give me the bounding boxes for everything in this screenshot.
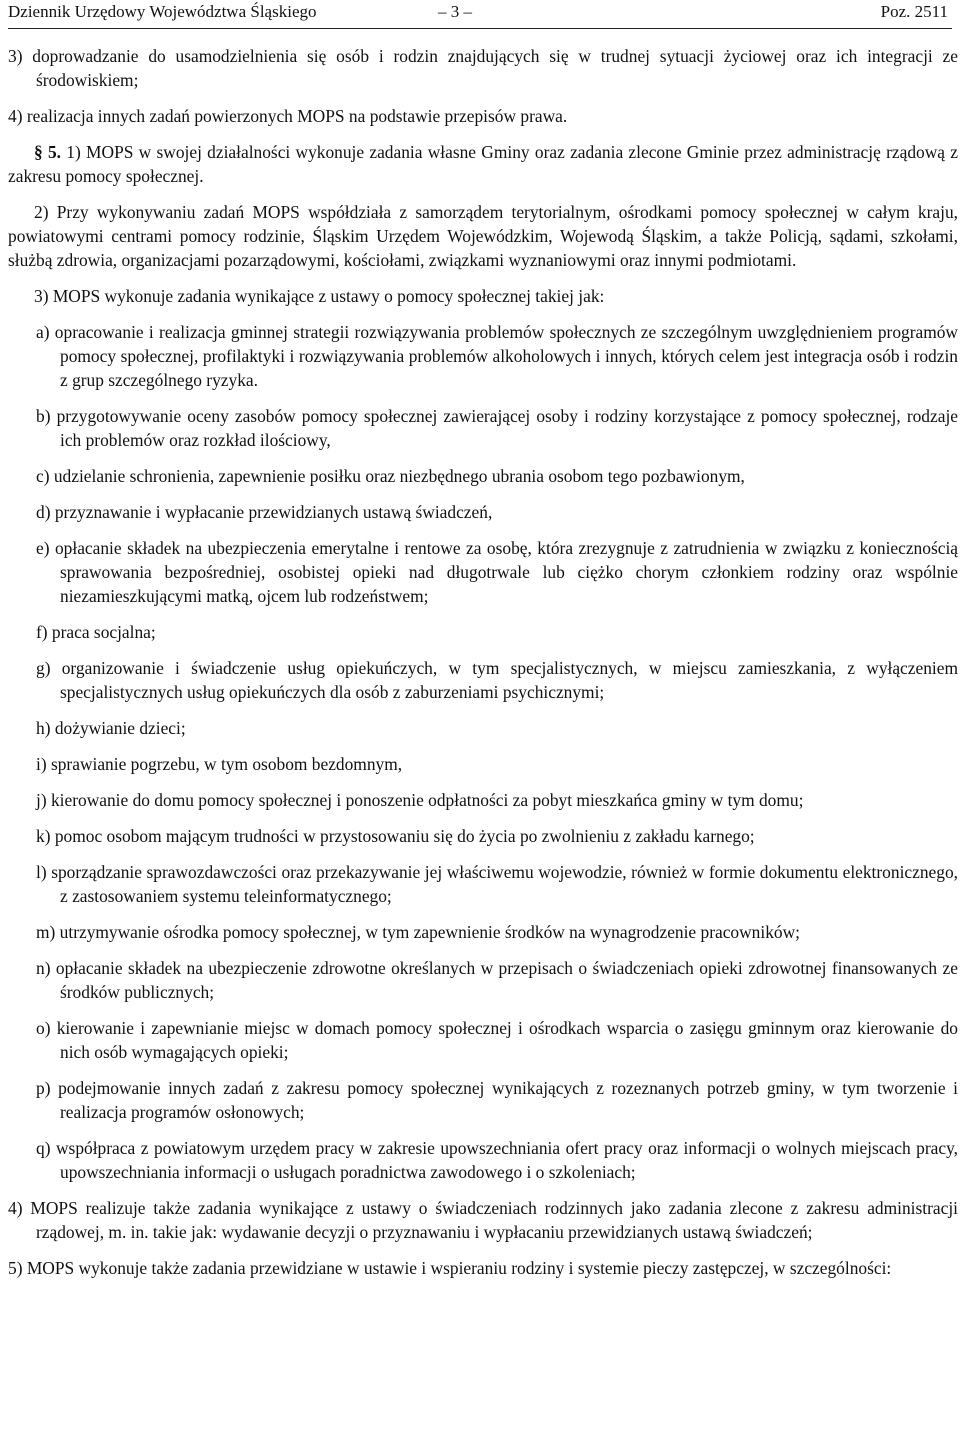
section-5-point-5: 5) MOPS wykonuje także zadania przewidziane w ustawie i wspieraniu rodziny i systemie pieczy zastępczej, w szczególności: <box>8 1258 892 1278</box>
position-number: Poz. 2511 <box>880 2 948 21</box>
section-5-point-1-text: 1) MOPS w swojej działalności wykonuje zadania własne Gminy oraz zadania zlecone Gminie przez administrację rządową z zakresu pomocy społecznej. <box>8 142 958 186</box>
list-item: o) kierowanie i zapewnianie miejsc w domach pomocy społecznej i ośrodkach wsparcia o zasięgu gminnym oraz kierowanie do nich osób wymagających opieki; <box>36 1018 958 1062</box>
list-item: g) organizowanie i świadczenie usług opiekuńczych, w tym specjalistycznych, w miejscu zamieszkania, z wyłączeniem specjalistycznych usług opiekuńczych dla osób z zaburzeniami psychicznymi; <box>36 658 958 702</box>
list-item: k) pomoc osobom mającym trudności w przystosowaniu się do życia po zwolnieniu z zakładu karnego; <box>36 826 755 846</box>
paragraph-4: 4) realizacja innych zadań powierzonych MOPS na podstawie przepisów prawa. <box>8 106 568 126</box>
section-mark: § 5. <box>34 142 62 162</box>
document-body <box>8 40 958 1280</box>
paragraph-3: 3) doprowadzanie do usamodzielnienia się osób i rodzin znajdujących się w trudnej sytuacji życiowej oraz ich integracji ze środowiskiem; <box>8 46 958 90</box>
section-5-point-3: 3) MOPS wykonuje zadania wynikające z ustawy o pomocy społecznej takiej jak: <box>34 286 605 306</box>
section-5-point-4: 4) MOPS realizuje także zadania wynikające z ustawy o świadczeniach rodzinnych jako zadania zlecone z zakresu administracji rządowej, m. in. takie jak: wydawanie decyzji o przyznawaniu i wypłacaniu przewidzianych ustawą świadczeń; <box>8 1198 958 1242</box>
list-item: p) podejmowanie innych zadań z zakresu pomocy społecznej wynikających z rozeznanych potrzeb gminy, w tym tworzenie i realizacja programów osłonowych; <box>36 1078 958 1122</box>
list-item: h) dożywianie dzieci; <box>36 718 186 738</box>
section-5-point-2: 2) Przy wykonywaniu zadań MOPS współdziała z samorządem terytorialnym, ośrodkami pomocy społecznej w całym kraju, powiatowymi centrami pomocy rodzinie, Śląskim Urzędem Wojewódzkim, Wojewodą Śląskim, a także Policją, sądami, szkołami, służbą zdrowia, organizacjami pozarządowymi, kościołami, związkami wyznaniowymi oraz innymi podmiotami. <box>8 202 958 270</box>
list-item: l) sporządzanie sprawozdawczości oraz przekazywanie jej właściwemu wojewodzie, również w formie dokumentu elektronicznego, z zastosowaniem systemu teleinformatycznego; <box>36 862 958 906</box>
section-5-point-1 <box>8 140 958 188</box>
list-item: n) opłacanie składek na ubezpieczenie zdrowotne określanych w przepisach o świadczeniach opieki zdrowotnej finansowanych ze środków publicznych; <box>36 958 958 1002</box>
page-number: – 3 – <box>438 2 472 21</box>
journal-title: Dziennik Urzędowy Województwa Śląskiego <box>8 2 317 21</box>
list-item: i) sprawianie pogrzebu, w tym osobom bezdomnym, <box>36 754 403 774</box>
list-item: a) opracowanie i realizacja gminnej strategii rozwiązywania problemów społecznych ze szczególnym uwzględnieniem programów pomocy społecznej, profilaktyki i rozwiązywania problemów alkoholowych i innych, których celem jest integracja osób i rodzin z grup szczególnego ryzyka. <box>36 322 958 390</box>
list-item: q) współpraca z powiatowym urzędem pracy w zakresie upowszechniania ofert pracy oraz informacji o wolnych miejscach pracy, upowszechniania informacji o usługach poradnictwa zawodowego i o szkoleniach; <box>36 1138 958 1182</box>
list-item: m) utrzymywanie ośrodka pomocy społecznej, w tym zapewnienie środków na wynagrodzenie pracowników; <box>36 922 800 942</box>
list-item: j) kierowanie do domu pomocy społecznej i ponoszenie odpłatności za pobyt mieszkańca gminy w tym domu; <box>36 790 804 810</box>
header-rule <box>8 28 952 29</box>
list-item: e) opłacanie składek na ubezpieczenia emerytalne i rentowe za osobę, która zrezygnuje z zatrudnienia w związku z koniecznością sprawowania bezpośredniej, osobistej opieki nad długotrwale lub ciężko chorym członkiem rodziny oraz wspólnie niezamieszkującymi matką, ojcem lub rodzeństwem; <box>36 538 958 606</box>
list-item: c) udzielanie schronienia, zapewnienie posiłku oraz niezbędnego ubrania osobom tego pozbawionym, <box>36 466 745 486</box>
list-item: b) przygotowywanie oceny zasobów pomocy społecznej zawierającej osoby i rodziny korzystające z pomocy społecznej, rodzaje ich problemów oraz rozkład ilościowy, <box>36 406 958 450</box>
page-header <box>8 2 952 26</box>
list-item: d) przyznawanie i wypłacanie przewidzianych ustawą świadczeń, <box>36 502 493 522</box>
list-item: f) praca socjalna; <box>36 622 156 642</box>
